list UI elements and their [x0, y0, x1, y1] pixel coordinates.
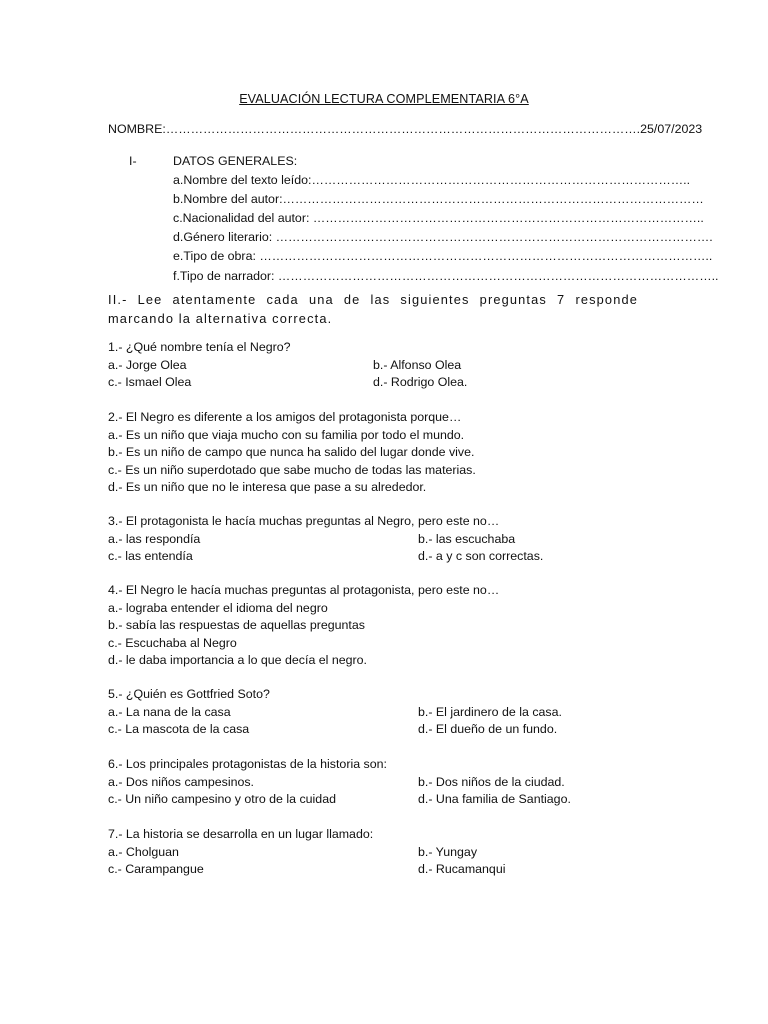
option-d: d.- Es un niño que no le interesa que pase a su alrededor.: [108, 480, 427, 494]
question-5: [108, 686, 638, 739]
list-item: [173, 228, 713, 247]
document-title: EVALUACIÓN LECTURA COMPLEMENTARIA 6°A: [239, 92, 529, 106]
option-c: c.- Un niño campesino y otro de la cuidad: [108, 792, 336, 806]
option-d: d.- Rucamanqui: [418, 862, 506, 876]
name-date-line: NOMBRE:…………………………………………………………………………………………………….25/07/2023: [108, 122, 703, 136]
question-7: [108, 826, 638, 879]
option-d: d.- Una familia de Santiago.: [418, 792, 571, 806]
section-general-data: [129, 151, 719, 285]
list-item: [173, 247, 713, 266]
question-2: [108, 409, 638, 497]
option-d: d.- a y c son correctas.: [418, 549, 544, 563]
list-item: [173, 170, 691, 189]
option-b: b.- El jardinero de la casa.: [418, 704, 562, 719]
list-item: [173, 189, 704, 208]
section-1-heading: [129, 151, 649, 170]
question-text: 6.- Los principales protagonistas de la historia son:: [108, 757, 387, 771]
option-c: c.- Carampangue: [108, 862, 204, 876]
question-text: 4.- El Negro le hacía muchas preguntas al protagonista, pero este no…: [108, 583, 500, 597]
option-b: b.- sabía las respuestas de aquellas preguntas: [108, 618, 365, 632]
option-a: a.- La nana de la casa: [108, 704, 231, 719]
question-text: 5.- ¿Quién es Gottfried Soto?: [108, 687, 270, 701]
question-6: [108, 756, 638, 809]
item-letter: e.: [173, 249, 184, 264]
option-c: c.- La mascota de la casa: [108, 722, 250, 736]
question-text: 2.- El Negro es diferente a los amigos del protagonista porque…: [108, 410, 462, 424]
section-1-title: DATOS GENERALES:: [173, 153, 298, 168]
option-c: c.- Ismael Olea: [108, 375, 192, 389]
option-b: b.- Alfonso Olea: [373, 357, 462, 372]
option-d: d.- El dueño de un fundo.: [418, 722, 558, 736]
option-d: d.- le daba importancia a lo que decía el negro.: [108, 653, 367, 667]
question-3: [108, 513, 638, 566]
option-c: c.- Es un niño superdotado que sabe mucho de todas las materias.: [108, 462, 476, 477]
section-1-numeral: I-: [129, 153, 137, 168]
answer-options: [108, 531, 638, 566]
option-a: a.- lograba entender el idioma del negro: [108, 600, 328, 615]
list-item: [173, 266, 719, 285]
section-2-instructions: II.- Lee atentamente cada una de las siguientes preguntas 7 responde marcando la alternativa correcta.: [108, 292, 638, 326]
option-b: b.- Es un niño de campo que nunca ha salido del lugar donde vive.: [108, 445, 475, 459]
answer-options: [108, 357, 638, 392]
question-text: 7.- La historia se desarrolla en un lugar llamado:: [108, 827, 374, 841]
option-b: b.- las escuchaba: [418, 531, 516, 546]
item-letter: d.: [173, 230, 184, 245]
item-text: Género literario: …………………………………………………………………………………………….: [183, 230, 713, 245]
item-letter: b.: [173, 191, 184, 206]
list-item: [173, 208, 704, 227]
option-b: b.- Dos niños de la ciudad.: [418, 774, 565, 789]
answer-options: [108, 844, 638, 879]
option-a: a.- Dos niños campesinos.: [108, 774, 255, 789]
item-letter: f.: [173, 268, 180, 283]
item-letter: a.: [173, 172, 184, 187]
answer-options: [108, 774, 638, 809]
item-text: Tipo de obra: ………………………………………………………………………………………………..: [183, 249, 713, 264]
option-a: a.- Jorge Olea: [108, 357, 187, 372]
item-text: Nombre del autor:…………………………………………………………………………………………: [183, 191, 704, 206]
option-a: a.- Es un niño que viaja mucho con su familia por todo el mundo.: [108, 427, 465, 442]
item-text: Nacionalidad del autor: …………………………………………………………………………………..: [182, 210, 704, 225]
option-a: a.- Cholguan: [108, 844, 179, 859]
question-1: [108, 339, 638, 392]
option-c: c.- las entendía: [108, 549, 193, 563]
question-text: 3.- El protagonista le hacía muchas preguntas al Negro, pero este no…: [108, 514, 500, 528]
general-data-list: [173, 170, 719, 285]
option-d: d.- Rodrigo Olea.: [373, 375, 468, 389]
item-letter: c.: [173, 210, 183, 225]
question-4: [108, 582, 638, 670]
option-c: c.- Escuchaba al Negro: [108, 635, 237, 650]
option-b: b.- Yungay: [418, 844, 478, 859]
answer-options: [108, 704, 638, 739]
option-a: a.- las respondía: [108, 531, 201, 546]
question-text: 1.- ¿Qué nombre tenía el Negro?: [108, 340, 291, 354]
item-text: Tipo de narrador: ……………………………………………………………………………………………..: [179, 268, 719, 283]
item-text: Nombre del texto leído:………………………………………………………………………………..: [183, 172, 691, 187]
